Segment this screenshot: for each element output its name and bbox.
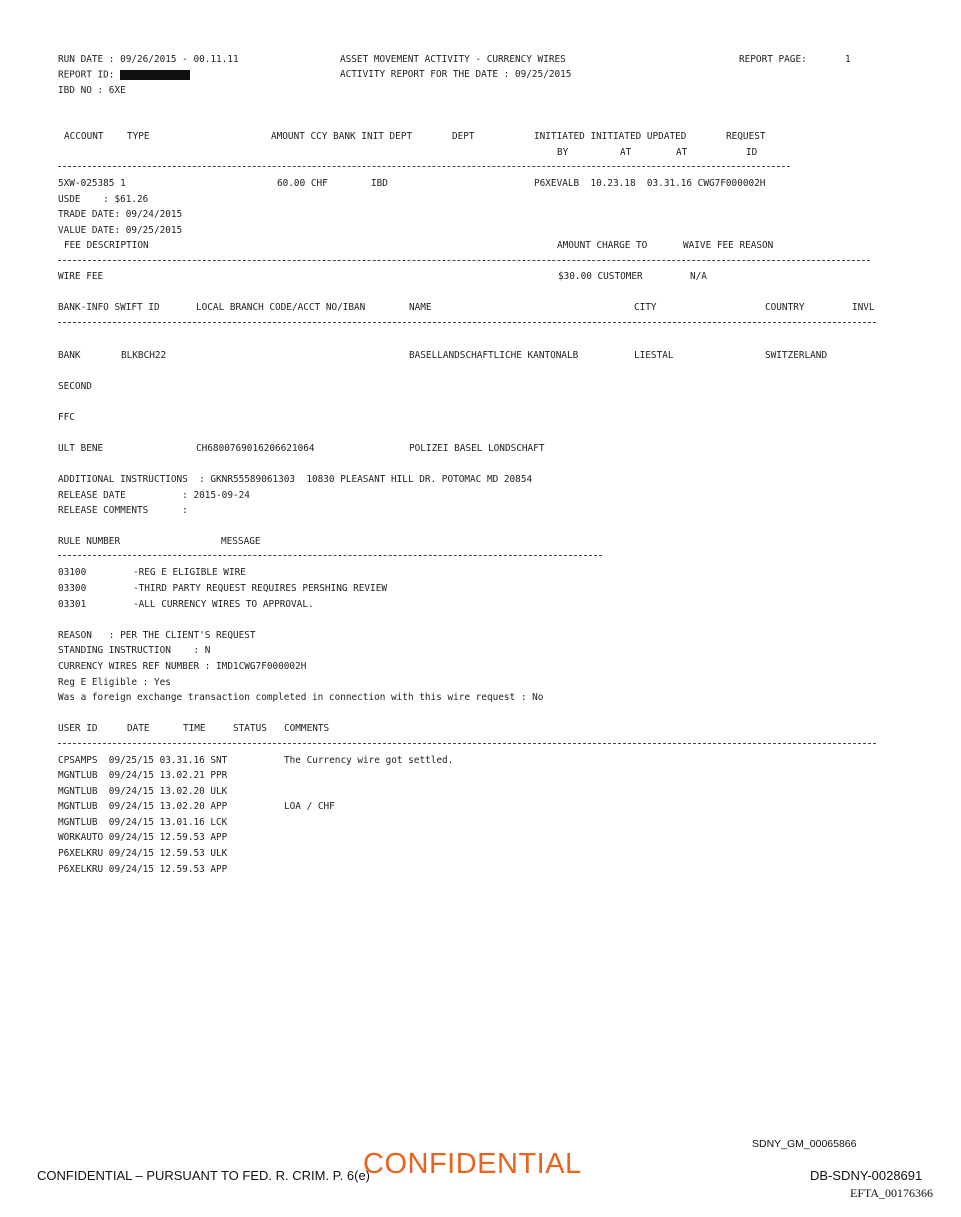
usde: USDE : $61.26 (58, 194, 149, 205)
col-at-2: AT (676, 147, 688, 158)
reason: REASON : PER THE CLIENT'S REQUEST (58, 630, 256, 641)
rule-message: -REG E ELIGIBLE WIRE (133, 567, 246, 578)
bank-swift: BLKBCH22 (121, 350, 167, 361)
divider (58, 743, 876, 744)
col-request: REQUEST (726, 131, 766, 142)
bankinfo-city-header: CITY (634, 302, 657, 313)
bankinfo-swift-header: BANK-INFO SWIFT ID (58, 302, 160, 313)
col-dept: DEPT (452, 131, 475, 142)
history-row: P6XELKRU 09/24/15 12.59.53 APP (58, 864, 228, 875)
rule-number: 03301 (58, 599, 87, 610)
report-page-label: REPORT PAGE: (739, 54, 807, 65)
rule-number-header: RULE NUMBER (58, 536, 121, 547)
release-comments: RELEASE COMMENTS : (58, 505, 188, 516)
run-date: RUN DATE : 09/26/2015 - 00.11.11 (58, 54, 239, 65)
report-id (58, 70, 190, 80)
confidential-stamp: CONFIDENTIAL (363, 1148, 582, 1180)
col-initiated-updated: INITIATED INITIATED UPDATED (534, 131, 687, 142)
reg-e-eligible: Reg E Eligible : Yes (58, 677, 171, 688)
initiated-line: P6XEVALB 10.23.18 03.31.16 CWG7F000002H (534, 178, 766, 189)
release-date: RELEASE DATE : 2015-09-24 (58, 490, 250, 501)
ult-bene-account: CH6800769016206621064 (196, 443, 315, 454)
history-row: MGNTLUB 09/24/15 13.02.21 PPR (58, 770, 228, 781)
rule-message-header: MESSAGE (221, 536, 261, 547)
waive-fee-header: WAIVE FEE REASON (683, 240, 774, 251)
history-comment: The Currency wire got settled. (284, 755, 454, 766)
history-row: MGNTLUB 09/24/15 13.02.20 ULK (58, 786, 228, 797)
history-row: MGNTLUB 09/24/15 13.01.16 LCK (58, 817, 228, 828)
bankinfo-invl-header: INVL (852, 302, 875, 313)
report-title: ASSET MOVEMENT ACTIVITY - CURRENCY WIRES (340, 54, 566, 65)
divider (58, 555, 602, 556)
bank-city: LIESTAL (634, 350, 674, 361)
bankinfo-branch-header: LOCAL BRANCH CODE/ACCT NO/IBAN (196, 302, 366, 313)
history-row: CPSAMPS 09/25/15 03.31.16 SNT (58, 755, 228, 766)
history-row: WORKAUTO 09/24/15 12.59.53 APP (58, 832, 228, 843)
fee-description: WIRE FEE (58, 271, 104, 282)
rule-message: -THIRD PARTY REQUEST REQUIRES PERSHING REVIEW (133, 583, 387, 594)
history-time-header: TIME (183, 723, 206, 734)
col-amount-ccy-bank: AMOUNT CCY BANK INIT DEPT (271, 131, 413, 142)
value-date: VALUE DATE: 09/25/2015 (58, 225, 183, 236)
currency-wires-ref: CURRENCY WIRES REF NUMBER : IMD1CWG7F000002H (58, 661, 307, 672)
report-id-label: REPORT ID: (58, 69, 115, 81)
fx-question: Was a foreign exchange transaction completed in connection with this wire request : No (58, 692, 544, 703)
account-number: 5XW-025385 1 (58, 178, 126, 189)
additional-instructions: ADDITIONAL INSTRUCTIONS : GKNR55589061303 10830 PLEASANT HILL DR. POTOMAC MD 20854 (58, 474, 533, 485)
col-type: TYPE (127, 131, 150, 142)
trade-date: TRADE DATE: 09/24/2015 (58, 209, 183, 220)
ult-bene-label: ULT BENE (58, 443, 104, 454)
efta-number: EFTA_00176366 (850, 1186, 934, 1200)
divider (58, 166, 790, 167)
standing-instruction: STANDING INSTRUCTION : N (58, 645, 211, 656)
report-subtitle: ACTIVITY REPORT FOR THE DATE : 09/25/2015 (340, 69, 572, 80)
redaction-box (120, 70, 190, 80)
bates-number-sdny-gm: SDNY_GM_00065866 (752, 1138, 857, 1150)
bates-number-db: DB-SDNY-0028691 (810, 1168, 923, 1183)
col-at-1: AT (620, 147, 632, 158)
divider (58, 322, 876, 323)
amount-charge-header: AMOUNT CHARGE TO (557, 240, 648, 251)
history-row: MGNTLUB 09/24/15 13.02.20 APP (58, 801, 228, 812)
bank: IBD (371, 178, 388, 189)
second-label: SECOND (58, 381, 92, 392)
rule-number: 03300 (58, 583, 87, 594)
col-id: ID (746, 147, 758, 158)
bank-name: BASELLANDSCHAFTLICHE KANTONALB (409, 350, 579, 361)
fee-amount-charge: $30.00 CUSTOMER (558, 271, 643, 282)
fee-description-header: FEE DESCRIPTION (64, 240, 149, 251)
ult-bene-name: POLIZEI BASEL LONDSCHAFT (409, 443, 545, 454)
col-account: ACCOUNT (64, 131, 104, 142)
divider (58, 260, 870, 261)
rule-message: -ALL CURRENCY WIRES TO APPROVAL. (133, 599, 314, 610)
history-date-header: DATE (127, 723, 150, 734)
rule-number: 03100 (58, 567, 87, 578)
ffc-label: FFC (58, 412, 75, 423)
history-userid-header: USER ID (58, 723, 98, 734)
history-comment: LOA / CHF (284, 801, 335, 812)
ibd-no: IBD NO : 6XE (58, 85, 126, 96)
col-by: BY (557, 147, 569, 158)
report-page-number: 1 (845, 54, 851, 65)
bankinfo-name-header: NAME (409, 302, 432, 313)
bank-country: SWITZERLAND (765, 350, 828, 361)
amount: 60.00 CHF (277, 178, 328, 189)
bankinfo-country-header: COUNTRY (765, 302, 805, 313)
history-comments-header: COMMENTS (284, 723, 330, 734)
history-row: P6XELKRU 09/24/15 12.59.53 ULK (58, 848, 228, 859)
confidential-notice: CONFIDENTIAL – PURSUANT TO FED. R. CRIM. P. 6(e) (37, 1168, 371, 1183)
history-status-header: STATUS (233, 723, 267, 734)
fee-waive: N/A (690, 271, 707, 282)
bank-label: BANK (58, 350, 81, 361)
